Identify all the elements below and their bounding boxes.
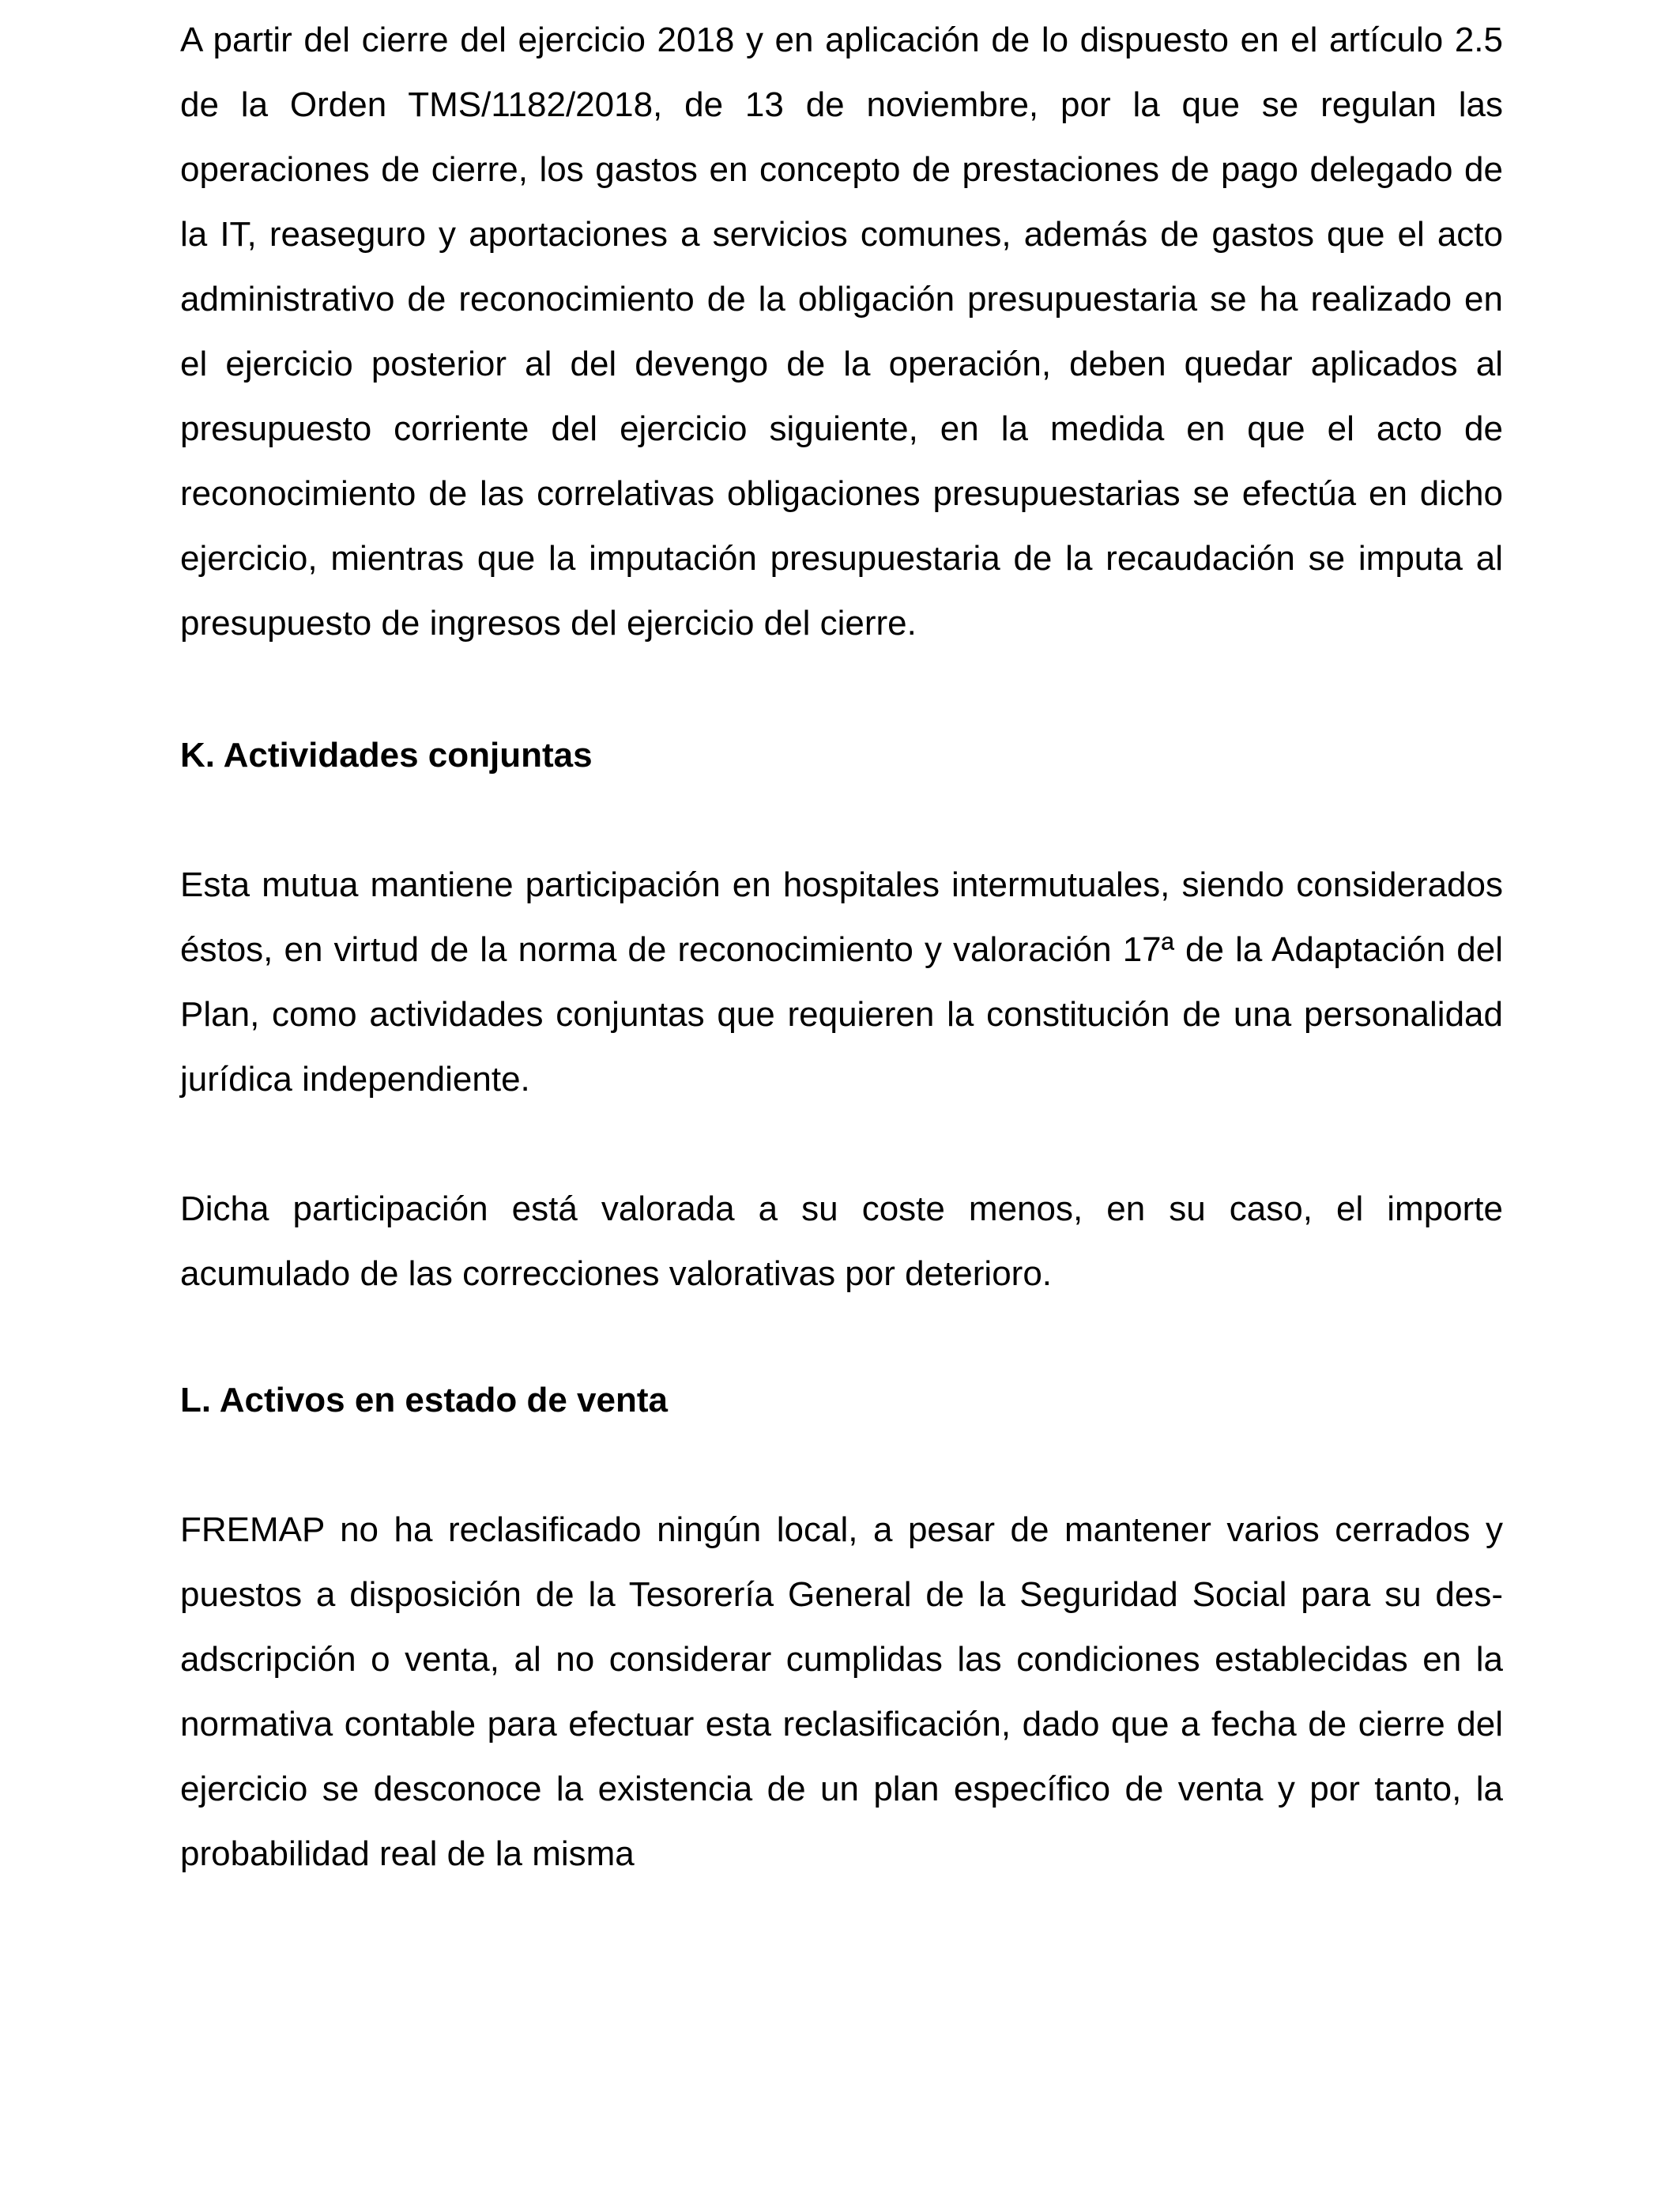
section-heading-l: L. Activos en estado de venta	[180, 1381, 668, 1419]
paragraph-assets-for-sale: FREMAP no ha reclasificado ningún local, a pesar de mantener varios cerrados y puestos a disposición de la Tesorería General de la Seguridad Social para su des-adscripción o venta, al no considerar cumplidas las condiciones establecidas en la normativa contable para efectuar esta reclasificación, dado que a fecha de cierre del ejercicio se desconoce la existencia de un plan específico de venta y por tanto, la probabilidad real de la misma	[180, 1510, 1503, 1873]
paragraph-participation-valuation: Dicha participación está valorada a su coste menos, en su caso, el importe acumulado de las correcciones valorativas por deterioro.	[180, 1189, 1503, 1293]
section-heading-k: K. Actividades conjuntas	[180, 736, 593, 775]
paragraph-closing-fiscal-year: A partir del cierre del ejercicio 2018 y en aplicación de lo dispuesto en el artículo 2.5 de la Orden TMS/1182/2018, de 13 de noviembre, por la que se regulan las operaciones de cierre, los gastos en concepto de prestaciones de pago delegado de la IT, reaseguro y aportaciones a servicios comunes, además de gastos que el acto administrativo de reconocimiento de la obligación presupuestaria se ha realizado en el ejercicio posterior al del devengo de la operación, deben quedar aplicados al presupuesto corriente del ejercicio siguiente, en la medida en que el acto de reconocimiento de las correlativas obligaciones presupuestarias se efectúa en dicho ejercicio, mientras que la imputación presupuestaria de la recaudación se imputa al presupuesto de ingresos del ejercicio del cierre.	[180, 21, 1503, 643]
paragraph-joint-activities: Esta mutua mantiene participación en hospitales intermutuales, siendo considerados éstos, en virtud de la norma de reconocimiento y valoración 17ª de la Adaptación del Plan, como actividades conjuntas que requieren la constitución de una personalidad jurídica independiente.	[180, 865, 1503, 1099]
